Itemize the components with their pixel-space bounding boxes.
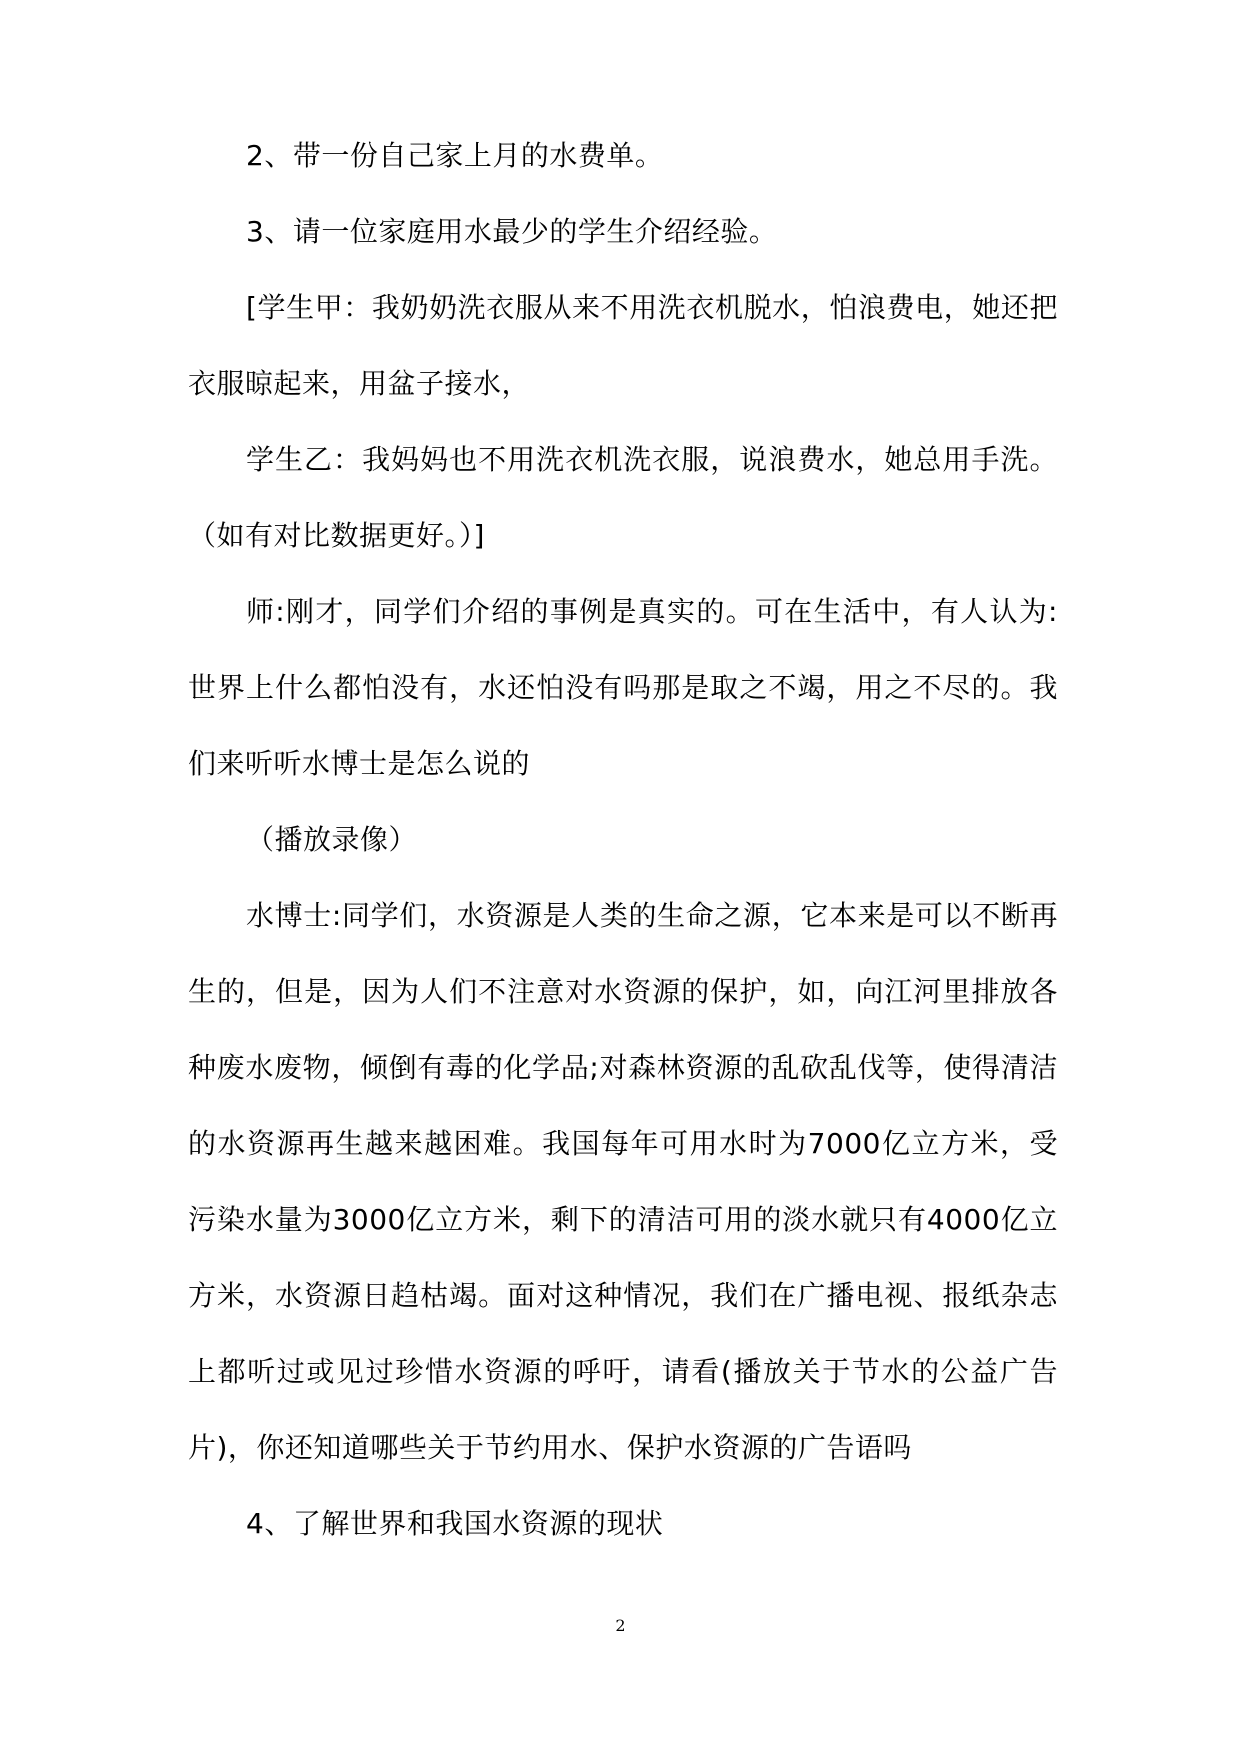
paragraph-4: 学生乙：我妈妈也不用洗衣机洗衣服，说浪费水，她总用手洗。（如有对比数据更好。）] bbox=[188, 443, 1058, 552]
paragraph-3: [学生甲：我奶奶洗衣服从来不用洗衣机脱水，怕浪费电，她还把衣服晾起来，用盆子接水， bbox=[188, 291, 1058, 400]
paragraph-8: 4、了解世界和我国水资源的现状 bbox=[246, 1507, 664, 1540]
page-number: 2 bbox=[615, 1616, 626, 1635]
paragraph-1: 2、带一份自己家上月的水费单。 bbox=[246, 139, 664, 172]
paragraph-7: 水博士:同学们，水资源是人类的生命之源，它本来是可以不断再生的，但是，因为人们不注意对水资源的保护，如，向江河里排放各种废水废物，倾倒有毒的化学品;对森林资源的乱砍乱伐等，使得清洁的水资源再生越来越困难。我国每年可用水时为7000亿立方米，受污染水量为3000亿立方米，剩下的清洁可用的淡水就只有4000亿立方米，水资源日趋枯竭。面对这种情况，我们在广播电视、报纸杂志上都听过或见过珍惜水资源的呼吁，请看(播放关于节水的公益广告片)，你还知道哪些关于节约用水、保护水资源的广告语吗 bbox=[188, 899, 1058, 1464]
paragraph-5: 师:刚才，同学们介绍的事例是真实的。可在生活中，有人认为:世界上什么都怕没有，水还怕没有吗那是取之不竭，用之不尽的。我们来听听水博士是怎么说的 bbox=[188, 595, 1058, 780]
paragraph-6: （播放录像） bbox=[246, 823, 418, 856]
paragraph-2: 3、请一位家庭用水最少的学生介绍经验。 bbox=[246, 215, 778, 248]
